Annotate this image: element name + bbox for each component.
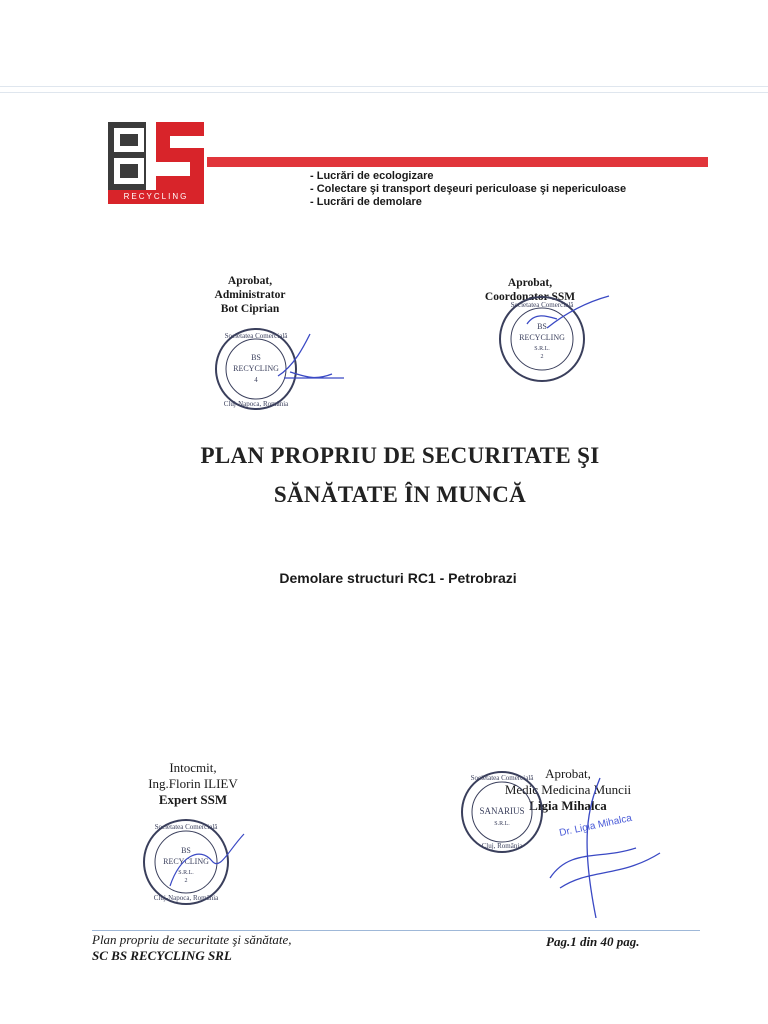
approval-role: Medic Medicina Muncii <box>504 782 632 797</box>
service-item: - Colectare şi transport deşeuri periculoase şi nepericuloase <box>310 183 627 195</box>
document-subtitle: Demolare structuri RC1 - Petrobrazi <box>279 570 517 586</box>
stamp-city: Cluj-Napoca, România <box>223 400 289 408</box>
stamp-brand: BS <box>181 846 191 855</box>
company-stamp-expert <box>140 816 250 908</box>
approval-label: Aprobat, <box>227 275 273 287</box>
approval-person: Ligia Mihalca <box>529 798 607 813</box>
stamp-srl: S.R.L. <box>494 821 510 827</box>
stamp-company: Societatea Comercială <box>470 774 534 782</box>
approval-role: Coordonator SSM <box>484 291 576 303</box>
stamp-brand: BS <box>251 353 261 362</box>
approval-label: Aprobat, <box>545 766 591 781</box>
stamp-company: Societatea Comercială <box>154 823 218 831</box>
stamp-city: Cluj, România <box>481 842 523 850</box>
footer-doc-title: Plan propriu de securitate şi sănătate, <box>92 932 292 947</box>
stamp-number: 2 <box>540 354 544 360</box>
services-list <box>310 170 626 209</box>
stamp-srl: S.R.L. <box>534 346 550 352</box>
stamp-number: 2 <box>184 878 188 884</box>
stamp-brand: RECYCLING <box>233 364 279 373</box>
prepared-label: Intocmit, <box>169 760 217 775</box>
approval-role: Administrator <box>214 289 286 301</box>
prepared-person: Ing.Florin ILIEV <box>148 776 238 791</box>
page-number: Pag.1 din 40 pag. <box>546 934 640 949</box>
signature <box>550 778 660 918</box>
logo-text: RECYCLING <box>108 190 204 204</box>
document-title-line2: SĂNĂTATE ÎN MUNCĂ <box>273 482 527 507</box>
stamp-brand: SANARIUS <box>479 806 525 816</box>
stamp-brand: BS <box>537 322 547 331</box>
footer-document-info <box>92 932 292 964</box>
signature <box>278 334 344 378</box>
doctor-stamp: Dr. Ligia Mihalca <box>558 812 633 839</box>
stamp-company: Societatea Comercială <box>510 301 574 309</box>
header-red-bar <box>207 157 708 167</box>
service-item: - Lucrări de demolare <box>310 196 422 208</box>
service-item: - Lucrări de ecologizare <box>310 170 434 182</box>
stamp-number: 4 <box>254 376 258 384</box>
stamp-brand: RECYCLING <box>519 333 565 342</box>
stamp-city: Cluj-Napoca, România <box>153 894 219 902</box>
approval-label: Aprobat, <box>507 277 553 289</box>
stamp-company: Societatea Comercială <box>224 332 288 340</box>
approval-person: Bot Ciprian <box>220 303 280 315</box>
approval-admin <box>190 274 310 316</box>
company-stamp-admin <box>214 326 354 416</box>
document-title-line1: PLAN PROPRIU DE SECURITATE ŞI <box>200 443 600 468</box>
medical-stamp <box>460 768 670 918</box>
company-logo <box>108 122 204 204</box>
footer-divider <box>92 930 700 931</box>
stamp-brand: RECYCLING <box>163 857 209 866</box>
footer-company: SC BS RECYCLING SRL <box>92 948 232 963</box>
company-stamp-ssm <box>497 294 617 384</box>
prepared-by <box>128 760 258 808</box>
prepared-role: Expert SSM <box>158 792 228 807</box>
stamp-srl: S.R.L. <box>178 870 194 876</box>
